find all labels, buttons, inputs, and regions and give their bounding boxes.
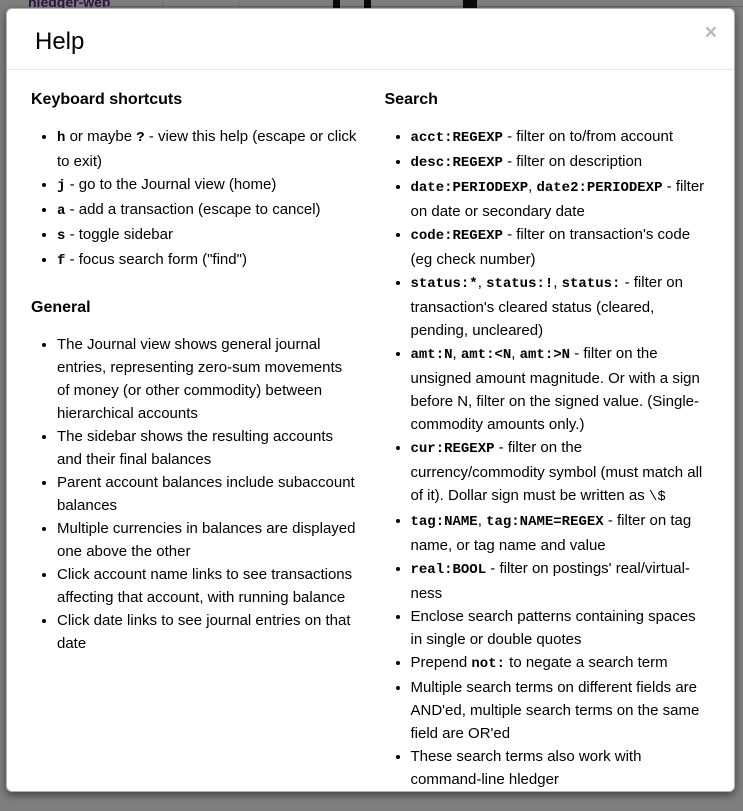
- code-term: amt:<N: [460, 347, 512, 363]
- help-list-item: • f - focus search form ("find"): [57, 248, 357, 273]
- help-list: [31, 333, 357, 655]
- section-heading: Search: [384, 91, 438, 108]
- help-list-item: • The sidebar shows the resulting accounts and their final balances: [57, 425, 357, 471]
- code-term: acct:REGEXP: [410, 130, 503, 146]
- code-term: j: [57, 178, 66, 194]
- help-list-item: • tag:NAME, tag:NAME=REGEX - filter on tag name, or tag name and value: [411, 509, 711, 557]
- help-list-item: • real:BOOL - filter on postings' real/virtual-ness: [411, 557, 711, 605]
- code-term: desc:REGEXP: [410, 155, 503, 171]
- code-term: tag:NAME=REGEX: [486, 514, 604, 530]
- help-list-item: • Enclose search patterns containing spaces in single or double quotes: [411, 605, 711, 651]
- help-list-item: • Click date links to see journal entries on that date: [57, 609, 357, 655]
- code-term: date:PERIODEXP: [410, 180, 529, 196]
- help-list-item: • date:PERIODEXP, date2:PERIODEXP - filter on date or secondary date: [411, 175, 711, 223]
- help-list: [31, 125, 357, 273]
- code-term: real:BOOL: [410, 562, 487, 578]
- code-term: status:: [561, 276, 621, 292]
- help-list-item: • Click account name links to see transactions affecting that account, with running balance: [57, 563, 357, 609]
- code-term: status:!: [486, 276, 554, 292]
- help-list-item: • a - add a transaction (escape to cancel): [57, 198, 357, 223]
- help-list-item: • s - toggle sidebar: [57, 223, 357, 248]
- code-term: code:REGEXP: [410, 228, 503, 244]
- help-list-item: • Parent account balances include subaccount balances: [57, 471, 357, 517]
- code-term: status:*: [410, 276, 478, 292]
- help-list-item: • h or maybe ? - view this help (escape or click to exit): [57, 125, 357, 173]
- help-list-item: • Prepend not: to negate a search term: [411, 651, 711, 676]
- help-list-item: • code:REGEXP - filter on transaction's code (eg check number): [411, 223, 711, 271]
- code-term: amt:N: [410, 347, 453, 363]
- code-term: cur:REGEXP: [410, 441, 495, 457]
- help-list-item: • The Journal view shows general journal entries, representing zero-sum movements of money (or other commodity) between hierarchical accounts: [57, 333, 357, 425]
- modal-header: [7, 9, 734, 70]
- code-term: a: [57, 203, 66, 219]
- mono-term: \$: [648, 489, 666, 505]
- help-list-item: • Multiple search terms on different fields are AND'ed, multiple search terms on the same field are OR'ed: [411, 676, 711, 745]
- help-left-column: [17, 80, 371, 791]
- modal-title: Help: [35, 28, 85, 55]
- help-list-item: • cur:REGEXP - filter on the currency/commodity symbol (must match all of it). Dollar sign must be written as \$: [411, 436, 711, 509]
- code-term: h: [57, 130, 66, 146]
- section-heading: Keyboard shortcuts: [31, 91, 183, 108]
- help-list-item: • acct:REGEXP - filter on to/from account: [411, 125, 711, 150]
- code-term: s: [57, 228, 66, 244]
- help-list-item: • amt:N, amt:<N, amt:>N - filter on the unsigned amount magnitude. Or with a sign before N, filter on the signed value. (Single-commodity amounts only.): [411, 342, 711, 436]
- modal-body: [7, 70, 734, 811]
- section-heading: General: [31, 299, 91, 316]
- help-list-item: • Multiple currencies in balances are displayed one above the other: [57, 517, 357, 563]
- code-term: tag:NAME: [410, 514, 478, 530]
- code-term: not:: [471, 656, 505, 672]
- help-right-column: [371, 80, 725, 791]
- help-list-item: • These search terms also work with command-line hledger: [411, 745, 711, 791]
- help-list-item: • desc:REGEXP - filter on description: [411, 150, 711, 175]
- code-term: ?: [136, 130, 145, 146]
- help-modal: [6, 8, 735, 792]
- help-list: [385, 125, 711, 791]
- help-list-item: • status:*, status:!, status: - filter on transaction's cleared status (cleared, pending, uncleared): [411, 271, 711, 342]
- code-term: f: [57, 253, 66, 269]
- close-icon[interactable]: ×: [704, 21, 717, 44]
- help-list-item: • j - go to the Journal view (home): [57, 173, 357, 198]
- code-term: date2:PERIODEXP: [536, 180, 663, 196]
- code-term: amt:>N: [519, 347, 571, 363]
